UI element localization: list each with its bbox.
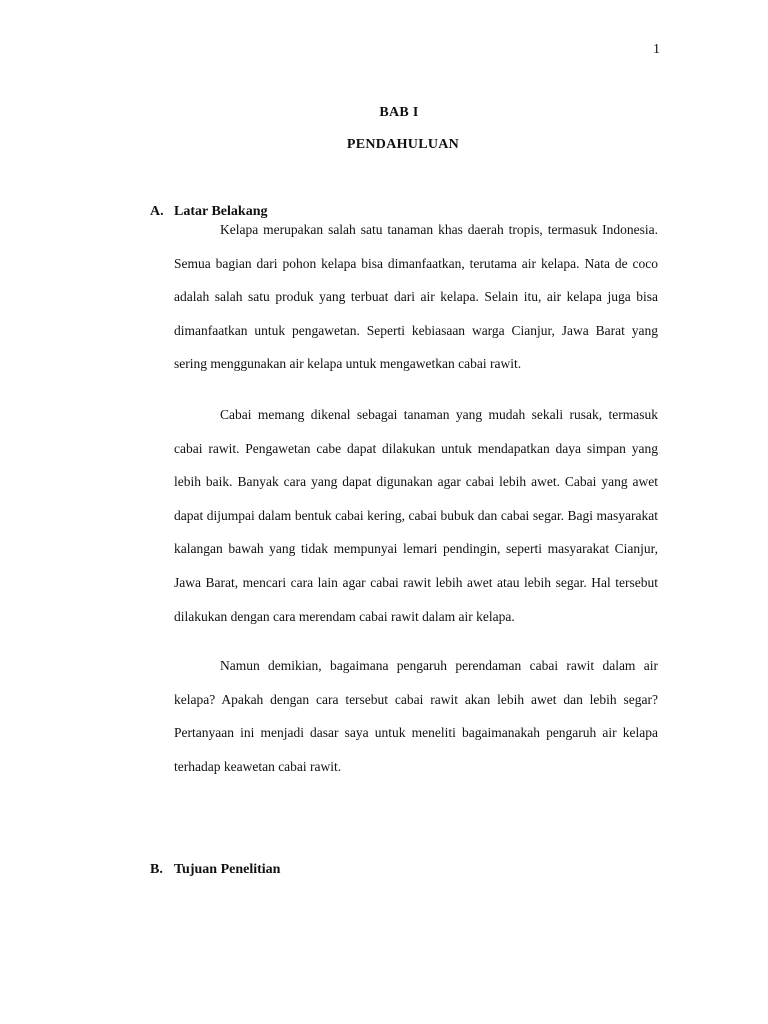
section-heading-b: [150, 862, 280, 878]
section-letter: B.: [150, 862, 163, 877]
paragraph: [174, 213, 658, 381]
section-title: Tujuan Penelitian: [174, 862, 281, 877]
page-number: 1: [653, 42, 660, 57]
paragraph-text: Namun demikian, bagaimana pengaruh perendaman cabai rawit dalam air kelapa? Apakah dengan cara tersebut cabai rawit akan lebih awet dan lebih segar? Pertanyaan ini menjadi dasar saya untuk meneliti bagaimanakah pengaruh air kelapa terhadap keawetan cabai rawit.: [174, 658, 658, 774]
section-title: Latar Belakang: [174, 204, 268, 219]
chapter-label: BAB I: [379, 105, 419, 120]
paragraph: [174, 649, 658, 783]
section-letter: A.: [150, 204, 164, 219]
paragraph-text: Cabai memang dikenal sebagai tanaman yang mudah sekali rusak, termasuk cabai rawit. Pengawetan cabe dapat dilakukan untuk mendapatkan daya simpan yang lebih baik. Banyak cara yang dapat digunakan agar cabai lebih awet. Cabai yang awet dapat dijumpai dalam bentuk cabai kering, cabai bubuk dan cabai segar. Bagi masyarakat kalangan bawah yang tidak mempunyai lemari pendingin, seperti masyarakat Cianjur, Jawa Barat, mencari cara lain agar cabai rawit lebih awet atau lebih segar. Hal tersebut dilakukan dengan cara merendam cabai rawit dalam air kelapa.: [174, 407, 658, 624]
paragraph-text: Kelapa merupakan salah satu tanaman khas daerah tropis, termasuk Indonesia. Semua bagian dari pohon kelapa bisa dimanfaatkan, terutama air kelapa. Nata de coco adalah salah satu produk yang terbuat dari air kelapa. Selain itu, air kelapa juga bisa dimanfaatkan untuk pengawetan. Seperti kebiasaan warga Cianjur, Jawa Barat yang sering menggunakan air kelapa untuk mengawetkan cabai rawit.: [174, 222, 658, 372]
chapter-title: PENDAHULUAN: [346, 137, 460, 152]
paragraph: [174, 398, 658, 633]
